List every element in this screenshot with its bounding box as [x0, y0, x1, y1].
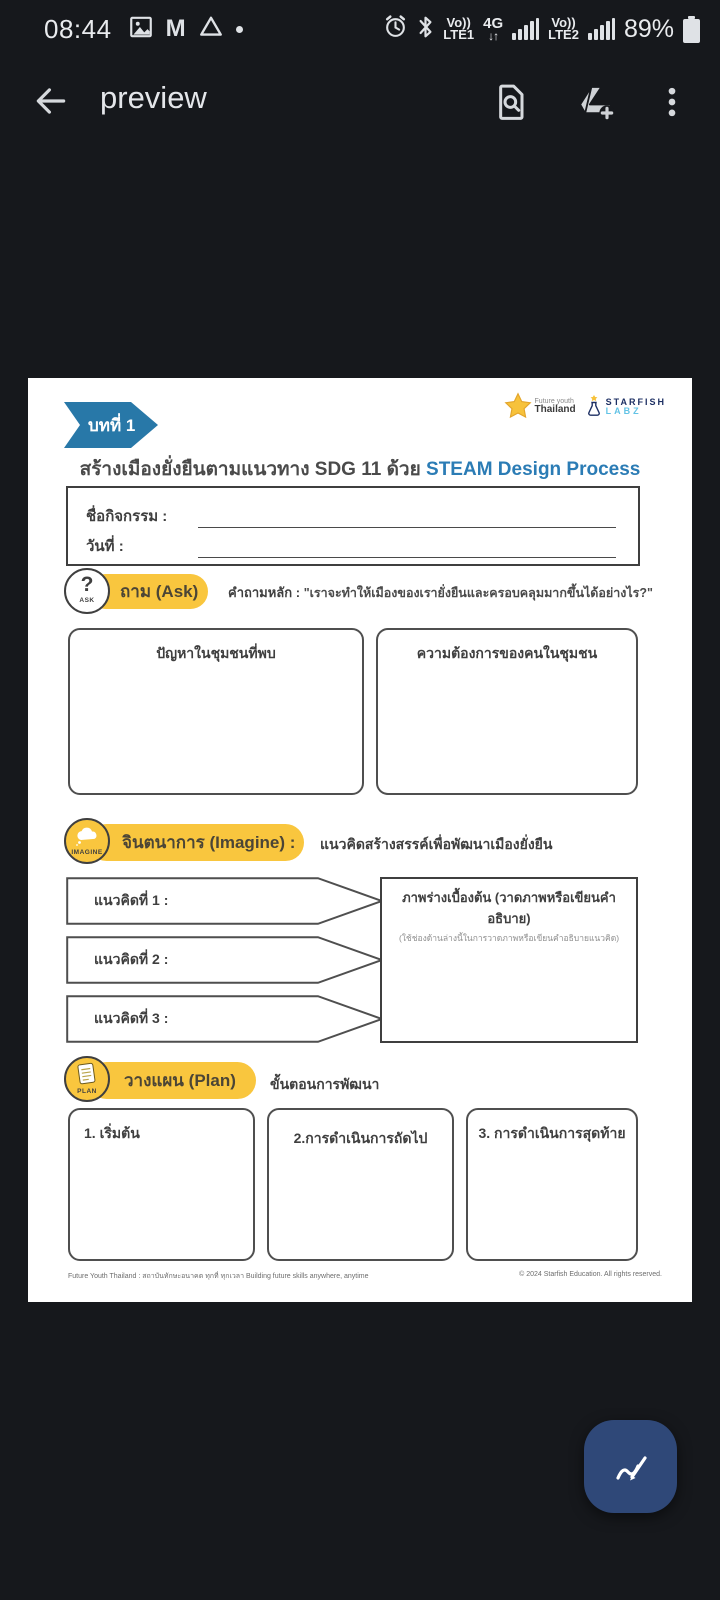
document-page[interactable] — [28, 378, 692, 1302]
date-blank — [198, 534, 616, 558]
imagine-pill: จินตนาการ (Imagine) : — [88, 824, 304, 861]
plan-pill: วางแผน (Plan) — [88, 1062, 256, 1099]
activity-info-box — [66, 486, 640, 566]
mobile-data-indicator: 4G ↓↑ — [483, 14, 504, 43]
idea-arrow-3: แนวคิดที่ 3 : — [66, 995, 384, 1043]
plan-step-1-box: 1. เริ่มต้น — [68, 1108, 255, 1261]
starfish-labz-logo: STARFISH LABZ — [586, 395, 666, 417]
gmail-notification-icon: M — [165, 15, 186, 42]
bluetooth-icon — [417, 15, 434, 44]
photos-notification-icon — [128, 14, 154, 45]
document-footer — [68, 1271, 662, 1282]
sketch-box-subtitle: (ใช้ช่องด้านล่างนี้ในการวาดภาพหรือเขียนคำอธิบายแนวคิด) — [398, 933, 620, 943]
flask-icon — [586, 395, 602, 417]
drive-notification-icon — [198, 14, 224, 45]
imagine-badge-icon: IMAGINE — [64, 818, 110, 864]
ask-pill: ถาม (Ask) — [88, 574, 208, 609]
plan-subtitle: ขั้นตอนการพัฒนา — [270, 1076, 380, 1092]
app-bar — [0, 58, 720, 144]
star-icon — [504, 392, 532, 420]
sketch-box-title: ภาพร่างเบื้องต้น (วาดภาพหรือเขียนคำอธิบาย) — [402, 890, 616, 926]
plan-badge-icon: PLAN — [64, 1056, 110, 1102]
sketch-box — [380, 877, 638, 1043]
battery-icon — [683, 16, 700, 43]
logo-row — [504, 392, 666, 420]
back-button[interactable] — [32, 82, 70, 120]
thought-cloud-icon — [74, 826, 100, 846]
worksheet-title: สร้างเมืองยั่งยืนตามแนวทาง SDG 11 ด้วย STEAM Design Process — [79, 459, 641, 480]
signal-strength-sim1-icon — [512, 18, 539, 40]
plan-step-3-box: 3. การดำเนินการสุดท้าย — [466, 1108, 638, 1261]
sim1-volte-label: Vo)) LTE1 — [443, 15, 475, 42]
date-label: วันที่ : — [86, 538, 124, 555]
notepad-icon — [74, 1061, 99, 1088]
search-in-document-button[interactable] — [492, 82, 532, 122]
community-needs-box: ความต้องการของคนในชุมชน — [376, 628, 638, 795]
main-question: คำถามหลัก : "เราจะทำให้เมืองของเรายั่งยืนและครอบคลุมมากขึ้นได้อย่างไร?" — [228, 585, 653, 600]
footer-right-text: © 2024 Starfish Education. All rights reserved. — [519, 1271, 662, 1278]
status-bar — [0, 0, 720, 58]
ask-badge-icon: ? ASK — [64, 568, 110, 614]
chapter-banner — [64, 402, 158, 448]
signal-strength-sim2-icon — [588, 18, 615, 40]
page-title: preview — [100, 80, 207, 115]
chapter-label: บทที่ 1 — [88, 415, 136, 435]
sim2-volte-label: Vo)) LTE2 — [548, 15, 579, 42]
idea-arrow-1: แนวคิดที่ 1 : — [66, 877, 384, 925]
activity-name-label: ชื่อกิจกรรม : — [86, 508, 168, 525]
alarm-icon — [383, 14, 408, 44]
idea-arrow-2: แนวคิดที่ 2 : — [66, 936, 384, 984]
footer-left-text: Future Youth Thailand : สถาบันทักษะอนาคต ทุกที่ ทุกเวลา Building future skills anywhere, anytime — [68, 1273, 369, 1280]
activity-name-blank — [198, 504, 616, 528]
signature-pen-icon — [608, 1444, 654, 1490]
future-youth-thailand-logo: Future youth Thailand — [504, 392, 576, 420]
plan-step-2-box: 2.การดำเนินการถัดไป — [267, 1108, 454, 1261]
annotate-fab-button[interactable] — [584, 1420, 677, 1513]
add-to-drive-button[interactable] — [576, 82, 616, 122]
battery-percent: 89% — [623, 14, 674, 43]
clock: 08:44 — [44, 13, 112, 44]
notification-dot-icon — [236, 26, 243, 33]
worksheet-title-accent: STEAM Design Process — [426, 459, 641, 480]
imagine-subtitle: แนวคิดสร้างสรรค์เพื่อพัฒนาเมืองยั่งยืน — [320, 836, 553, 852]
overflow-menu-button[interactable] — [652, 82, 692, 122]
problems-box: ปัญหาในชุมชนที่พบ — [68, 628, 364, 795]
